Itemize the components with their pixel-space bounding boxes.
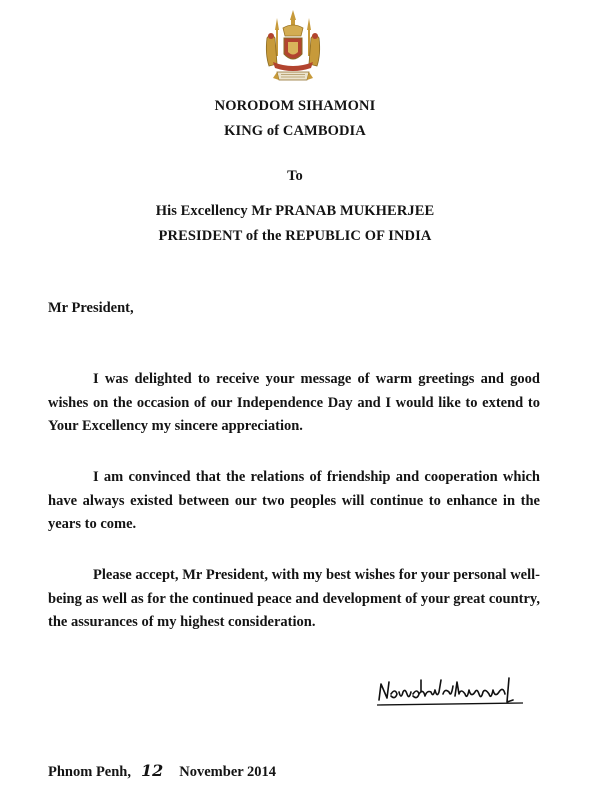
recipient-name: His Excellency Mr PRANAB MUKHERJEE [155, 203, 435, 219]
sender-name: NORODOM SIHAMONI [214, 98, 376, 114]
royal-arms-icon [259, 8, 327, 88]
date-day: 12 [141, 761, 164, 780]
recipient-title: PRESIDENT of the REPUBLIC OF INDIA [158, 228, 432, 244]
body-paragraph-2: I am convinced that the relations of friendship and cooperation which have always existed between our two peoples will continue to enhance in the years to come. [48, 469, 540, 532]
body-paragraph-1: I was delighted to receive your message of warm greetings and good wishes on the occasion of our Independence Day and I would like to extend to Your Excellency my sincere appreciation. [48, 371, 540, 434]
salutation: Mr President, [48, 300, 134, 316]
dateline [48, 761, 276, 781]
date-month-year: November 2014 [179, 764, 277, 780]
to-label: To [287, 168, 303, 184]
sender-title: KING of CAMBODIA [224, 123, 366, 139]
signature-icon [373, 672, 533, 712]
body-paragraph-3: Please accept, Mr President, with my best wishes for your personal well-being as well as for the continued peace and development of your great country, the assurances of my highest consideration. [48, 567, 540, 630]
place-label: Phnom Penh, [48, 764, 131, 780]
